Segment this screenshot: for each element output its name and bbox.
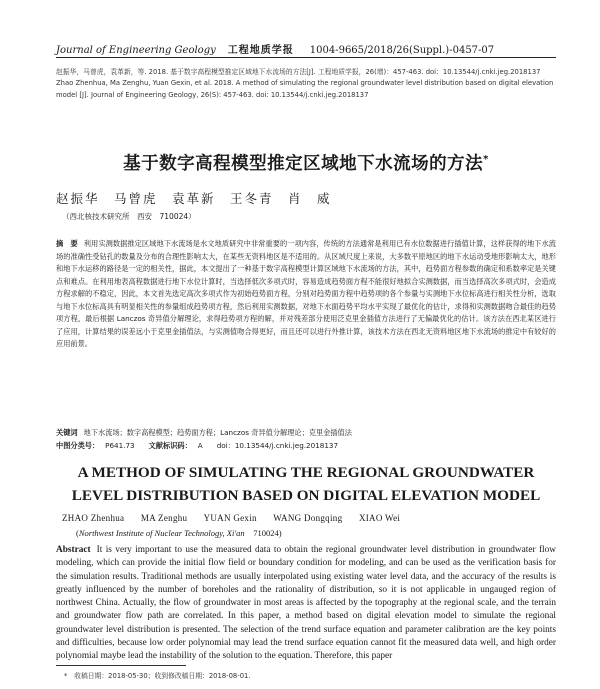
clc-label: 中图分类号： <box>56 441 100 450</box>
journal-name-cn: 工程地质学报 <box>227 45 294 56</box>
doi-value: 10.13544/j.cnki.jeg.2018137 <box>234 441 339 450</box>
abstract-cn-label: 摘 要 <box>56 239 78 248</box>
author-en: MA Zenghu <box>140 513 188 523</box>
keywords-cn-text: 地下水流场；数字高程模型；趋势面方程；Lanczos 奇异值分解理论；克里金插值法 <box>83 428 352 437</box>
classification-cn <box>56 441 556 451</box>
abstract-cn-text: 利用实测数据推定区域地下水流场是水文地质研究中非常重要的一项内容，传统的方法通常是利用已有水位数据进行插值计算，这样获得的地下水流场的准确性受钻孔的数量及分布的合理性影响太大，在某些无资料地区是不适用的。从区域尺度上来说，大多数平原地区的地下水运动受地形影响太大，地形和地下水运移的路径是一定的相关性，据此，本文提出了一种基于数字高程模型计算区域地下水流场的方法，其中，趋势面方程参数的确定和系数率定是关键点和难点。在利用地表高程数据进行地下水位计算时，当选择低次多项式时，容易造成趋势面方程不能很好地拟合实测数据，而当选择高次多项式时，会造成方程求解的不稳定，因此，本文首先选定高次多项式作为初始趋势面方程，分别对趋势面方程中趋势项的各个参量与实测地下水位标高进行相关性分析，选取与地下水位标高具有明显相关性的参量组成趋势项方程，然后利用实测数据，对地下水面趋势平均水平实现了最优化的估计，求得和实测数据吻合最佳的趋势项方程，最后根据 Lanczos 奇异值分解理论，求得趋势项方程的解，并对残差部分使用泛克里金插值方法进行了无偏最优化的估计。该方法在西北某区进行了应用，计算结果的误差远小于克里金插值法，与实测值吻合得更好，而且还可以进行外推计算，该技术方法在西北无资料地区地下水流场的推定中有较好的应用前景。 <box>56 239 556 348</box>
authors-en <box>62 513 414 523</box>
title-footnote-mark: * <box>483 154 489 166</box>
abstract-en-label: Abstract <box>56 545 91 555</box>
doc-code-label: 文献标识码： <box>148 441 192 450</box>
abstract-en-text: It is very important to use the measured data to obtain the regional groundwater level distribution in groundwater flow modeling, which can provide the initial flow field or boundary condition for modeling, and can be used as the verification basis for the simulation results. Traditional methods are usually interpolated using existing water level data, and the accuracy of the results is greatly influenced by the number of boreholes and the rationality of distribution, so it is not applicable in ungauged region of northwest China. Actually, the flow of groundwater in most areas is affected by the topography at the regional scale, and the terrain and groundwater flow path are correlated. In this paper, a method based on digital elevation model to simulate the regional groundwater level distribution is presented. The selection of the trend surface equation and parameter calibration are the key points and difficulties, because low order polynomial may lead the trend surface equation cannot fit the measured data well, and high order polynomial maybe lead the instability of the solution to the equation. Therefore, this paper <box>56 545 556 662</box>
author-en: WANG Dongqing <box>273 513 343 523</box>
title-cn <box>56 150 556 175</box>
affiliation-cn: （西北核技术研究所 西安 710024） <box>62 212 196 221</box>
journal-name-en: Journal of Engineering Geology <box>56 45 216 56</box>
citation-cn: 赵振华，马曾虎，袁革新，等. 2018. 基于数字高程模型推定区域地下水流场的方法[J]. 工程地质学报，26(增)：457-463. doi：10.13544/j.cnki.jeg.2018137 <box>56 68 541 76</box>
authors-cn: 赵振华 马曾虎 袁革新 王冬青 肖 威 <box>56 191 332 206</box>
author-en: YUAN Gexin <box>203 513 257 523</box>
doi-label: doi： <box>216 441 235 450</box>
footnote: * 收稿日期：2018-05-30；收到修改稿日期：2018-08-01. <box>64 672 251 680</box>
affiliation-en-institution: Northwest Institute of Nuclear Technology, Xi'an <box>78 528 245 538</box>
citation-en: Zhao Zhenhua, Ma Zenghu, Yuan Gexin, et al. 2018. A method of simulating the regional groundwater level distribution based on digital elevation model [J]. Journal of Engineering Geology, 26(S): 457-463. doi: 10.13544/j.cnki.jeg.2018137 <box>56 79 554 99</box>
title-cn-text: 基于数字高程模型推定区域地下水流场的方法 <box>123 154 484 174</box>
citation-block <box>56 67 556 101</box>
abstract-en <box>56 544 556 664</box>
affiliation-en-code: 710024 <box>253 528 279 538</box>
title-en: A METHOD OF SIMULATING THE REGIONAL GROUNDWATER LEVEL DISTRIBUTION BASED ON DIGITAL ELEVATION MODEL <box>71 464 541 504</box>
running-head <box>56 41 556 56</box>
doc-code-value: A <box>197 441 203 450</box>
affiliation-en: (Northwest Institute of Nuclear Technology, Xi'an 710024) <box>76 528 282 538</box>
clc-value: P641.73 <box>105 441 135 450</box>
keywords-cn <box>56 428 556 438</box>
keywords-cn-label: 关键词 <box>56 428 78 437</box>
header-rule <box>56 57 556 58</box>
abstract-cn <box>56 238 556 351</box>
author-en: ZHAO Zhenhua <box>62 513 125 523</box>
footnote-rule <box>56 665 186 666</box>
issn-info: 1004-9665/2018/26(Suppl.)-0457-07 <box>309 45 495 56</box>
author-en: XIAO Wei <box>358 513 401 523</box>
